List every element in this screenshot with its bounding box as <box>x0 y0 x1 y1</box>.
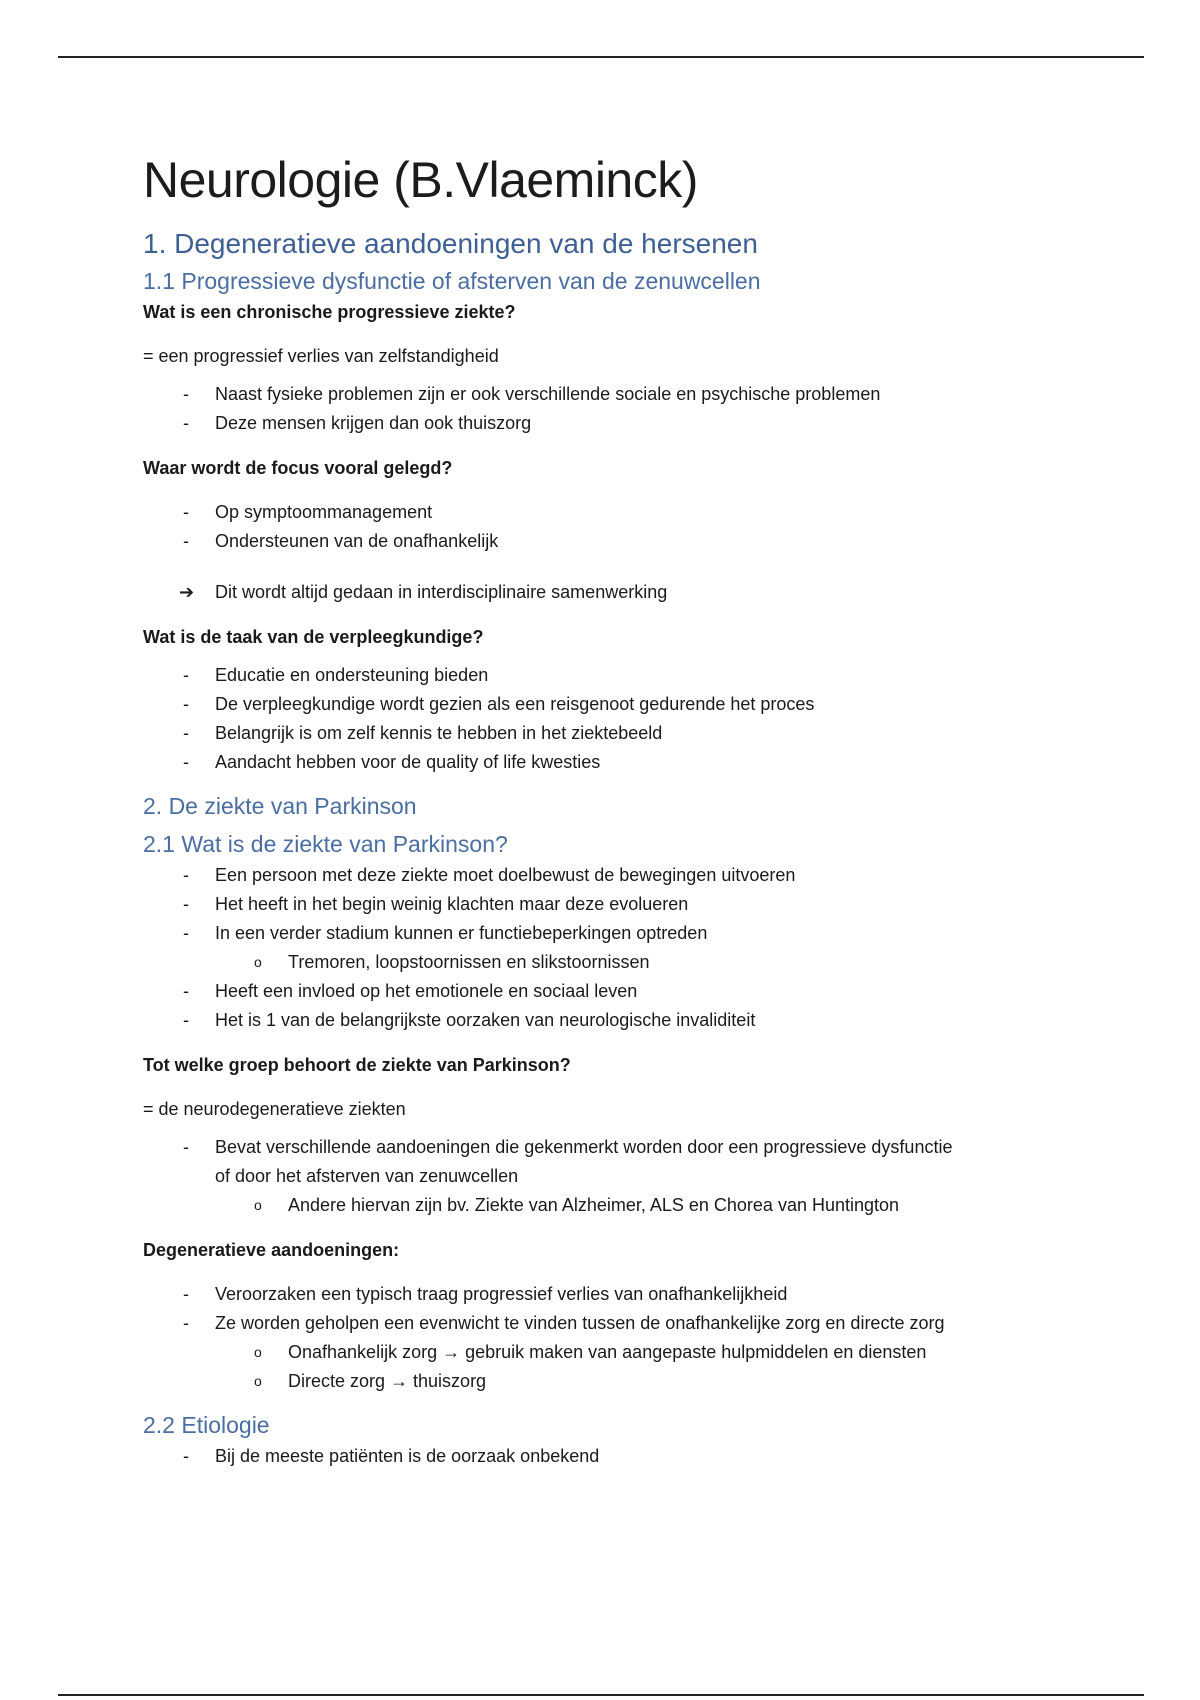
sub-list-item: o Onafhankelijk zorg → gebruik maken van aangepaste hulpmiddelen en diensten <box>143 1338 1073 1367</box>
sub-list-item: o Tremoren, loopstoornissen en slikstoornissen <box>143 948 1073 977</box>
sub-list-item: o Directe zorg → thuiszorg <box>143 1367 1073 1396</box>
footer-rule <box>58 1694 1144 1696</box>
list-item: - De verpleegkundige wordt gezien als een reisgenoot gedurende het proces <box>143 690 1073 719</box>
list-item: - Heeft een invloed op het emotionele en sociaal leven <box>143 977 1073 1006</box>
list-item: - Naast fysieke problemen zijn er ook verschillende sociale en psychische problemen <box>143 380 1073 409</box>
list-degenerative <box>143 1280 1073 1396</box>
dash-bullet: - <box>183 752 189 772</box>
dash-bullet: - <box>183 1313 189 1333</box>
dash-bullet: - <box>183 1446 189 1466</box>
dash-bullet: - <box>183 894 189 914</box>
question-degenerative: Degeneratieve aandoeningen: <box>143 1240 400 1260</box>
dash-bullet: - <box>183 1137 189 1157</box>
list-item: - Op symptoommanagement <box>143 498 1073 527</box>
dash-bullet: - <box>183 1284 189 1304</box>
list-item: - Ze worden geholpen een evenwicht te vinden tussen de onafhankelijke zorg en directe zorg <box>143 1309 1073 1338</box>
circle-bullet: o <box>254 1197 262 1213</box>
list-item: - Het heeft in het begin weinig klachten maar deze evolueren <box>143 890 1073 919</box>
dash-bullet: - <box>183 694 189 714</box>
circle-bullet: o <box>254 1344 262 1360</box>
list-item: - Een persoon met deze ziekte moet doelbewust de bewegingen uitvoeren <box>143 861 1073 890</box>
list-item: - Bij de meeste patiënten is de oorzaak onbekend <box>143 1442 1073 1471</box>
section-1-heading: 1. Degeneratieve aandoeningen van de hersenen <box>143 228 758 259</box>
arrow-right-icon: ➔ <box>179 582 195 602</box>
list-item: - Het is 1 van de belangrijkste oorzaken van neurologische invaliditeit <box>143 1006 1073 1035</box>
list-item: - Bevat verschillende aandoeningen die gekenmerkt worden door een progressieve dysfunctie <box>143 1133 1073 1162</box>
question-nurse-task: Wat is de taak van de verpleegkundige? <box>143 627 484 647</box>
section-1-1-heading: 1.1 Progressieve dysfunctie of afsterven van de zenuwcellen <box>143 268 761 294</box>
list-parkinson-group <box>143 1133 1073 1220</box>
page-title: Neurologie (B.Vlaeminck) <box>143 152 698 208</box>
sub-list-item: o Andere hiervan zijn bv. Ziekte van Alzheimer, ALS en Chorea van Huntington <box>143 1191 1073 1220</box>
dash-bullet: - <box>183 1010 189 1030</box>
circle-bullet: o <box>254 1373 262 1389</box>
section-2-1-heading: 2.1 Wat is de ziekte van Parkinson? <box>143 831 508 857</box>
circle-bullet: o <box>254 954 262 970</box>
dash-bullet: - <box>183 923 189 943</box>
list-item-continuation: of door het afsterven van zenuwcellen <box>215 1166 519 1186</box>
section-2-2-heading: 2.2 Etiologie <box>143 1412 270 1438</box>
dash-bullet: - <box>183 502 189 522</box>
dash-bullet: - <box>183 384 189 404</box>
arrow-note: ➔ Dit wordt altijd gedaan in interdisciplinaire samenwerking <box>143 578 1073 607</box>
dash-bullet: - <box>183 665 189 685</box>
dash-bullet: - <box>183 413 189 433</box>
list-nurse-task <box>143 661 1073 777</box>
dash-bullet: - <box>183 865 189 885</box>
answer-parkinson-group: = de neurodegeneratieve ziekten <box>143 1099 406 1119</box>
list-item: - In een verder stadium kunnen er functiebeperkingen optreden <box>143 919 1073 948</box>
list-parkinson-what <box>143 861 1073 1035</box>
answer-chronic-disease: = een progressief verlies van zelfstandigheid <box>143 346 499 366</box>
list-item: - Belangrijk is om zelf kennis te hebben in het ziektebeeld <box>143 719 1073 748</box>
dash-bullet: - <box>183 723 189 743</box>
list-item: - Deze mensen krijgen dan ook thuiszorg <box>143 409 1073 438</box>
question-focus: Waar wordt de focus vooral gelegd? <box>143 458 453 478</box>
document-body <box>143 148 1073 1471</box>
dash-bullet: - <box>183 981 189 1001</box>
list-item: - Aandacht hebben voor de quality of life kwesties <box>143 748 1073 777</box>
list-item: - Veroorzaken een typisch traag progressief verlies van onafhankelijkheid <box>143 1280 1073 1309</box>
list-item: - Educatie en ondersteuning bieden <box>143 661 1073 690</box>
list-focus <box>143 498 1073 556</box>
section-2-heading: 2. De ziekte van Parkinson <box>143 793 417 819</box>
question-parkinson-group: Tot welke groep behoort de ziekte van Parkinson? <box>143 1055 571 1075</box>
list-item: - Ondersteunen van de onafhankelijk <box>143 527 1073 556</box>
header-rule <box>58 56 1144 58</box>
list-chronic-disease <box>143 380 1073 438</box>
question-chronic-disease: Wat is een chronische progressieve ziekte? <box>143 302 516 322</box>
dash-bullet: - <box>183 531 189 551</box>
list-etiology <box>143 1442 1073 1471</box>
